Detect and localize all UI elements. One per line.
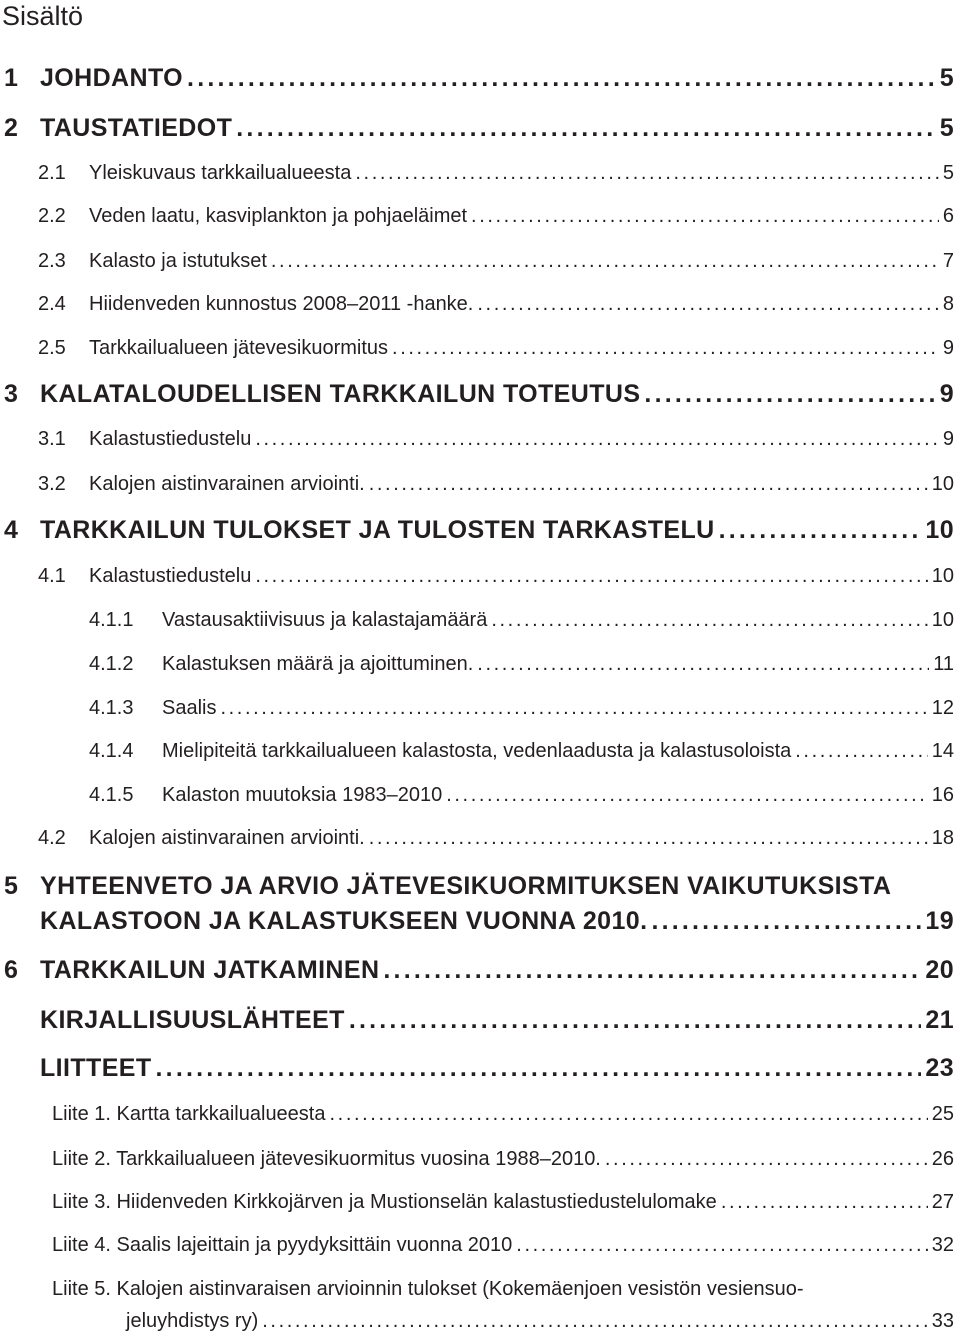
leader-dots (369, 467, 928, 501)
page-title: Sisältö (2, 1, 84, 31)
toc-entry-number: 4.1.2 (89, 653, 134, 675)
leader-dots (491, 603, 927, 637)
toc-entry-page: 25 (931, 1103, 954, 1125)
toc-entry-title: Kalastuksen määrä ja ajoittuminen. (162, 653, 474, 675)
toc-entry[interactable] (0, 1272, 960, 1338)
leader-dots (471, 199, 939, 233)
toc-entry-title: Liite 5. Kalojen aistinvaraisen arvioinnin tulokset (Kokemäenjoen vesistön vesiensuo- (52, 1278, 804, 1300)
toc-entry-number: 4.1.1 (89, 609, 134, 631)
leader-dots (516, 1228, 927, 1262)
toc-entry-page: 26 (931, 1148, 954, 1170)
toc-entry-page: 14 (931, 740, 954, 762)
leader-dots (255, 422, 939, 456)
toc-entry-number: 1 (4, 64, 19, 92)
toc-entry-number: 2.2 (38, 205, 66, 227)
toc-entry[interactable] (0, 1228, 960, 1262)
toc-entry[interactable] (0, 61, 960, 95)
toc-entry-title: LIITTEET (40, 1054, 152, 1082)
toc-entry-title-continued: KALASTOON JA KALASTUKSEEN VUONNA 2010. (40, 907, 648, 935)
toc-entry-number: 4.1.3 (89, 697, 134, 719)
toc-entry-number: 6 (4, 956, 19, 984)
toc-entry-page: 10 (931, 609, 954, 631)
toc-entry-page: 5 (939, 64, 954, 92)
toc-entry-number: 4.1.5 (89, 784, 134, 806)
toc-entry-page: 23 (925, 1054, 954, 1082)
leader-dots (477, 647, 929, 681)
toc-entry-title: Kalastustiedustelu (89, 428, 252, 450)
toc-entry[interactable] (0, 1097, 960, 1131)
toc-entry-title: Liite 1. Kartta tarkkailualueesta (52, 1103, 326, 1125)
toc-entry-title: Kalasto ja istutukset (89, 250, 267, 272)
leader-dots (262, 1304, 927, 1338)
leader-dots (271, 244, 939, 278)
leader-dots (220, 691, 927, 725)
toc-entry[interactable] (0, 1003, 960, 1037)
toc-entry[interactable] (0, 1051, 960, 1085)
toc-entry-page: 10 (931, 565, 954, 587)
leader-dots (383, 953, 921, 987)
toc-entry-number: 3 (4, 380, 19, 408)
toc-entry[interactable] (0, 513, 960, 547)
leader-dots (156, 1051, 922, 1085)
toc-entry[interactable] (0, 331, 960, 365)
leader-dots (392, 331, 939, 365)
toc-entry[interactable] (0, 647, 960, 681)
toc-entry[interactable] (0, 422, 960, 456)
leader-dots (236, 111, 935, 145)
toc-entry-title: KALATALOUDELLISEN TARKKAILUN TOTEUTUS (40, 380, 641, 408)
toc-entry[interactable] (0, 156, 960, 190)
toc-entry-title: Liite 2. Tarkkailualueen jätevesikuormitus vuosina 1988–2010. (52, 1148, 601, 1170)
toc-entry-number: 2.1 (38, 162, 66, 184)
toc-entry[interactable] (0, 199, 960, 233)
toc-entry-page: 32 (931, 1234, 954, 1256)
toc-entry-number: 3.2 (38, 473, 66, 495)
toc-entry-page: 9 (942, 428, 954, 450)
toc-entry-number: 2.4 (38, 293, 66, 315)
leader-dots (187, 61, 936, 95)
toc-entry-title: TARKKAILUN JATKAMINEN (40, 956, 380, 984)
toc-entry-title: YHTEENVETO JA ARVIO JÄTEVESIKUORMITUKSEN VAIKUTUKSISTA (40, 872, 892, 900)
toc-entry-page: 5 (939, 114, 954, 142)
toc-entry-number: 2.5 (38, 337, 66, 359)
leader-dots (255, 559, 927, 593)
toc-entry-title: Kalastustiedustelu (89, 565, 252, 587)
toc-entry-page: 7 (942, 250, 954, 272)
toc-entry-page: 20 (925, 956, 954, 984)
toc-entry-page: 27 (931, 1191, 954, 1213)
toc-entry-page: 6 (942, 205, 954, 227)
leader-dots (349, 1003, 922, 1037)
toc-entry-number: 4.1.4 (89, 740, 134, 762)
toc-entry-title: Vastausaktiivisuus ja kalastajamäärä (162, 609, 488, 631)
toc-entry-number: 5 (4, 872, 19, 900)
toc-entry[interactable] (0, 467, 960, 501)
leader-dots (795, 734, 927, 768)
toc-entry-title: Mielipiteitä tarkkailualueen kalastosta, vedenlaadusta ja kalastusoloista (162, 740, 792, 762)
toc-entry-number: 4.1 (38, 565, 66, 587)
toc-entry-title: Tarkkailualueen jätevesikuormitus (89, 337, 389, 359)
toc-entry[interactable] (0, 603, 960, 637)
toc-entry-number: 2.3 (38, 250, 66, 272)
leader-dots (355, 156, 939, 190)
toc-entry-page: 19 (925, 907, 954, 935)
toc-entry[interactable] (0, 778, 960, 812)
toc-entry-title: TAUSTATIEDOT (40, 114, 233, 142)
toc-entry-page: 9 (942, 337, 954, 359)
toc-entry[interactable] (0, 559, 960, 593)
toc-entry-number: 4 (4, 516, 19, 544)
leader-dots (605, 1142, 928, 1176)
leader-dots (477, 287, 939, 321)
toc-entry[interactable] (0, 821, 960, 855)
toc-entry-title: Yleiskuvaus tarkkailualueesta (89, 162, 352, 184)
toc-entry-title: Kalojen aistinvarainen arviointi. (89, 473, 365, 495)
toc-entry-title: Kalojen aistinvarainen arviointi. (89, 827, 365, 849)
toc-entry[interactable] (0, 953, 960, 987)
toc-entry-page: 12 (931, 697, 954, 719)
toc-entry-title-continued: jeluyhdistys ry) (126, 1310, 259, 1332)
toc-entry-page: 16 (931, 784, 954, 806)
toc-entry[interactable] (0, 244, 960, 278)
toc-entry-page: 9 (939, 380, 954, 408)
toc-entry[interactable] (0, 377, 960, 411)
leader-dots (446, 778, 928, 812)
toc-entry-page: 10 (925, 516, 954, 544)
toc-entry[interactable] (0, 111, 960, 145)
toc-entry[interactable] (0, 287, 960, 321)
toc-entry-page: 11 (933, 653, 954, 675)
toc-entry-title: Saalis (162, 697, 217, 719)
toc-entry-title: JOHDANTO (40, 64, 184, 92)
toc-entry-number: 4.2 (38, 827, 66, 849)
leader-dots (719, 513, 922, 547)
toc-entry-page: 8 (942, 293, 954, 315)
leader-dots (721, 1185, 928, 1219)
toc-entry-page: 18 (931, 827, 954, 849)
leader-dots (369, 821, 928, 855)
toc-entry-title: KIRJALLISUUSLÄHTEET (40, 1006, 345, 1034)
toc-entry[interactable] (0, 691, 960, 725)
toc-entry[interactable] (0, 869, 960, 938)
toc-entry[interactable] (0, 1185, 960, 1219)
toc-entry-title: Kalaston muutoksia 1983–2010 (162, 784, 443, 806)
toc-entry-number: 3.1 (38, 428, 66, 450)
toc-entry-page: 21 (925, 1006, 954, 1034)
leader-dots (644, 377, 935, 411)
toc-entry-title: TARKKAILUN TULOKSET JA TULOSTEN TARKASTELU (40, 516, 715, 544)
toc-entry-page: 33 (931, 1310, 954, 1332)
toc-entry-page: 5 (942, 162, 954, 184)
toc-entry-number: 2 (4, 114, 19, 142)
toc-entry-title: Liite 4. Saalis lajeittain ja pyydyksittäin vuonna 2010 (52, 1234, 513, 1256)
leader-dots (651, 904, 921, 938)
toc-entry[interactable] (0, 1142, 960, 1176)
toc-entry-title: Liite 3. Hiidenveden Kirkkojärven ja Mustionselän kalastustiedustelulomake (52, 1191, 717, 1213)
leader-dots (330, 1097, 928, 1131)
toc-entry-title: Hiidenveden kunnostus 2008–2011 -hanke. (89, 293, 474, 315)
toc-entry-title: Veden laatu, kasviplankton ja pohjaeläimet (89, 205, 468, 227)
toc-entry-page: 10 (931, 473, 954, 495)
toc-entry[interactable] (0, 734, 960, 768)
